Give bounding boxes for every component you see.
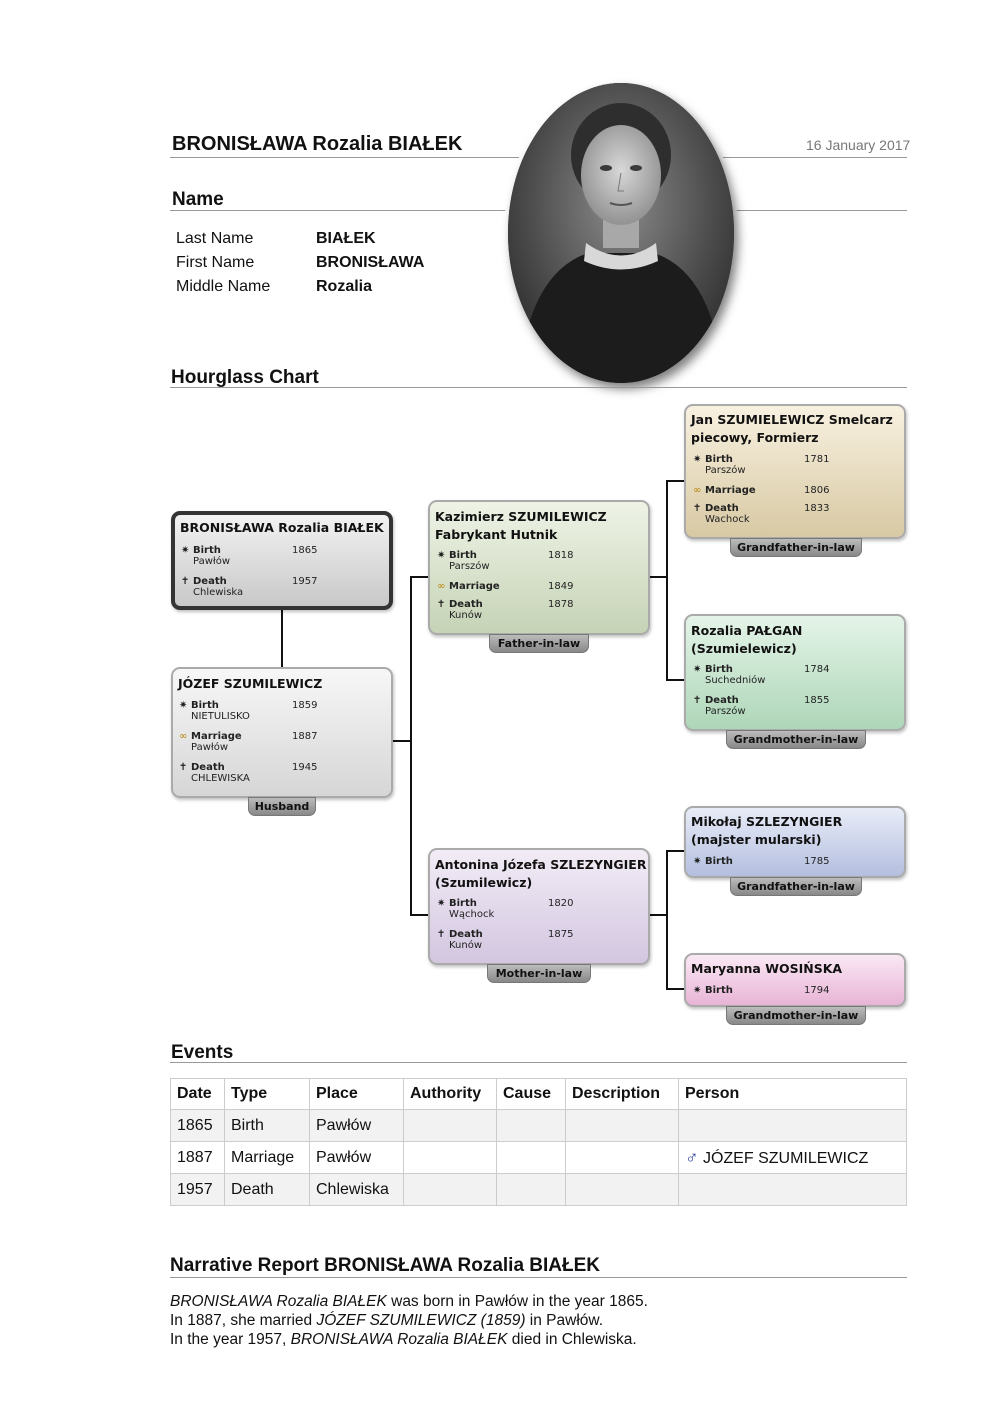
gf2-connector [666,850,684,852]
event-year: 1785 [804,856,830,867]
last-name-label: Last Name [176,230,254,247]
narrative-person-name: JÓZEF SZUMILEWICZ (1859) [316,1312,526,1329]
relationship-tag-grandfather-maternal: Grandfather-in-law [730,877,862,896]
last-name-value: BIAŁEK [316,230,376,247]
husband-parents-connector [392,740,411,742]
event-death: ✝ Death Parszów [693,695,746,717]
person-name: BRONISŁAWA Rozalia BIAŁEK [180,520,384,535]
narrative-line-3 [170,1331,637,1349]
event-birth: ✷ Birth Parszów [693,454,746,476]
event-marriage: ∞ Marriage Pawłów [179,731,242,753]
person-box-grandmother-maternal[interactable] [684,953,906,1007]
birth-star-icon: ✷ [693,664,702,675]
event-birth: ✷ Birth Pawłów [181,545,231,567]
event-year: 1887 [292,731,318,742]
gf1-connector [666,480,684,482]
death-cross-icon: ✝ [179,762,188,773]
column-header: Type [225,1079,310,1110]
cell-date: 1865 [171,1110,225,1142]
person-box-mother[interactable] [428,848,650,965]
father-connector [410,576,428,578]
middle-name-value: Rozalia [316,278,373,295]
death-cross-icon: ✝ [693,695,702,706]
event-year: 1855 [804,695,830,706]
birth-star-icon: ✷ [437,550,446,561]
event-year: 1849 [548,581,574,592]
column-header: Date [171,1079,225,1110]
cell-person[interactable] [679,1142,907,1174]
narrative-text: was born in Pawłów in the year 1865. [386,1293,648,1310]
narrative-person-name: BRONISŁAWA Rozalia BIAŁEK [290,1331,508,1348]
cell-date: 1887 [171,1142,225,1174]
relationship-tag-mother: Mother-in-law [487,964,591,983]
cell-cause [497,1142,566,1174]
birth-star-icon: ✷ [693,856,702,867]
cell-place: Pawłów [310,1110,404,1142]
event-death: ✝ Death CHLEWISKA [179,762,250,784]
person-name: Kazimierz SZUMILEWICZ Fabrykant Hutnik [435,509,607,542]
person-link[interactable]: JÓZEF SZUMILEWICZ [702,1150,869,1167]
person-name: Mikołaj SZLEZYNGIER (majster mularski) [691,814,843,847]
narrative-heading: Narrative Report BRONISŁAWA Rozalia BIAŁEK [170,1255,601,1276]
marriage-rings-icon: ∞ [693,485,702,496]
table-row [171,1110,907,1142]
person-name: Rozalia PAŁGAN (Szumielewicz) [691,623,803,656]
death-cross-icon: ✝ [437,599,446,610]
events-section-heading: Events [171,1042,234,1063]
narrative-person-name: BRONISŁAWA Rozalia BIAŁEK [170,1293,387,1310]
report-date: 16 January 2017 [806,137,911,153]
male-symbol-icon: ♂ [685,1147,699,1167]
event-birth: ✷ Birth [693,856,733,867]
event-death: ✝ Death Chlewiska [181,576,244,598]
narrative-divider [170,1277,907,1278]
cell-description [566,1142,679,1174]
death-cross-icon: ✝ [437,929,446,940]
narrative-line-1 [170,1293,648,1311]
cell-cause [497,1110,566,1142]
relationship-tag-father: Father-in-law [489,634,589,653]
event-marriage: ∞ Marriage [693,485,756,496]
name-section-heading: Name [172,189,224,210]
person-box-husband[interactable] [171,667,393,798]
event-birth: ✷ Birth [693,985,733,996]
event-birth: ✷ Birth Parszów [437,550,490,572]
relationship-tag-grandmother-paternal: Grandmother-in-law [726,730,866,749]
death-cross-icon: ✝ [181,576,190,587]
cell-place: Pawłów [310,1142,404,1174]
narrative-text: In 1887, she married [170,1312,317,1329]
event-year: 1794 [804,985,830,996]
person-box-father[interactable] [428,500,650,635]
table-header-row [171,1079,907,1110]
birth-star-icon: ✷ [693,454,702,465]
person-box-grandmother-paternal[interactable] [684,614,906,731]
portrait-illustration [508,83,734,383]
relationship-tag-husband: Husband [248,797,316,816]
cell-place: Chlewiska [310,1174,404,1206]
marriage-rings-icon: ∞ [437,581,446,592]
column-header: Person [679,1079,907,1110]
cell-type: Death [225,1174,310,1206]
first-name-value: BRONISŁAWA [316,254,425,271]
narrative-text: in Pawłów. [525,1312,604,1329]
event-year: 1806 [804,485,830,496]
event-year: 1781 [804,454,830,465]
cell-type: Marriage [225,1142,310,1174]
relationship-tag-grandmother-maternal: Grandmother-in-law [726,1006,866,1025]
person-name: Maryanna WOSIŃSKA [691,961,843,976]
person-box-grandfather-maternal[interactable] [684,806,906,878]
birth-star-icon: ✷ [179,700,188,711]
event-year: 1820 [548,898,574,909]
chart-section-heading: Hourglass Chart [171,367,319,388]
event-year: 1875 [548,929,574,940]
birth-star-icon: ✷ [181,545,190,556]
events-table [170,1078,907,1206]
relationship-tag-grandfather-paternal: Grandfather-in-law [730,538,862,557]
person-box-subject[interactable] [171,511,393,610]
event-death: ✝ Death Wachock [693,503,750,525]
event-birth: ✷ Birth Wąchock [437,898,495,920]
middle-name-label: Middle Name [176,278,271,295]
page-title: BRONISŁAWA Rozalia BIAŁEK [172,133,463,155]
event-year: 1878 [548,599,574,610]
person-box-grandfather-paternal[interactable] [684,404,906,539]
death-cross-icon: ✝ [693,503,702,514]
event-year: 1859 [292,700,318,711]
marriage-rings-icon: ∞ [179,731,188,742]
event-marriage: ∞ Marriage [437,581,500,592]
person-name: Antonina Józefa SZLEZYNGIER (Szumilewicz) [435,857,647,890]
table-row [171,1174,907,1206]
person-name: JÓZEF SZUMILEWICZ [178,676,323,691]
cell-person [679,1110,907,1142]
birth-star-icon: ✷ [437,898,446,909]
event-year: 1865 [292,545,318,556]
subject-husband-connector [281,608,283,668]
event-year: 1818 [548,550,574,561]
parents-vertical-connector [410,576,412,916]
narrative-text: In the year 1957, [170,1331,291,1348]
mother-connector [410,914,428,916]
cell-person [679,1174,907,1206]
event-death: ✝ Death Kunów [437,929,483,951]
cell-authority [404,1110,497,1142]
cell-description [566,1174,679,1206]
event-death: ✝ Death Kunów [437,599,483,621]
cell-description [566,1110,679,1142]
first-name-label: First Name [176,254,255,271]
events-divider [170,1062,907,1063]
column-header: Description [566,1079,679,1110]
event-year: 1957 [292,576,318,587]
column-header: Authority [404,1079,497,1110]
column-header: Cause [497,1079,566,1110]
event-birth: ✷ Birth NIETULISKO [179,700,250,722]
birth-star-icon: ✷ [693,985,702,996]
maternal-grandparents-vertical [666,850,668,990]
paternal-grandparents-vertical [666,480,668,681]
cell-authority [404,1174,497,1206]
event-birth: ✷ Birth Suchedniów [693,664,766,686]
portrait-photo [508,83,734,383]
event-year: 1784 [804,664,830,675]
narrative-text: died in Chlewiska. [507,1331,637,1348]
chart-divider [170,387,907,388]
person-name: Jan SZUMIELEWICZ Smelcarz piecowy, Formierz [691,412,893,445]
column-header: Place [310,1079,404,1110]
event-year: 1945 [292,762,318,773]
cell-type: Birth [225,1110,310,1142]
cell-authority [404,1142,497,1174]
event-year: 1833 [804,503,830,514]
gm2-connector [666,988,684,990]
gm1-connector [666,679,684,681]
narrative-line-2 [170,1312,603,1330]
cell-date: 1957 [171,1174,225,1206]
cell-cause [497,1174,566,1206]
table-row [171,1142,907,1174]
